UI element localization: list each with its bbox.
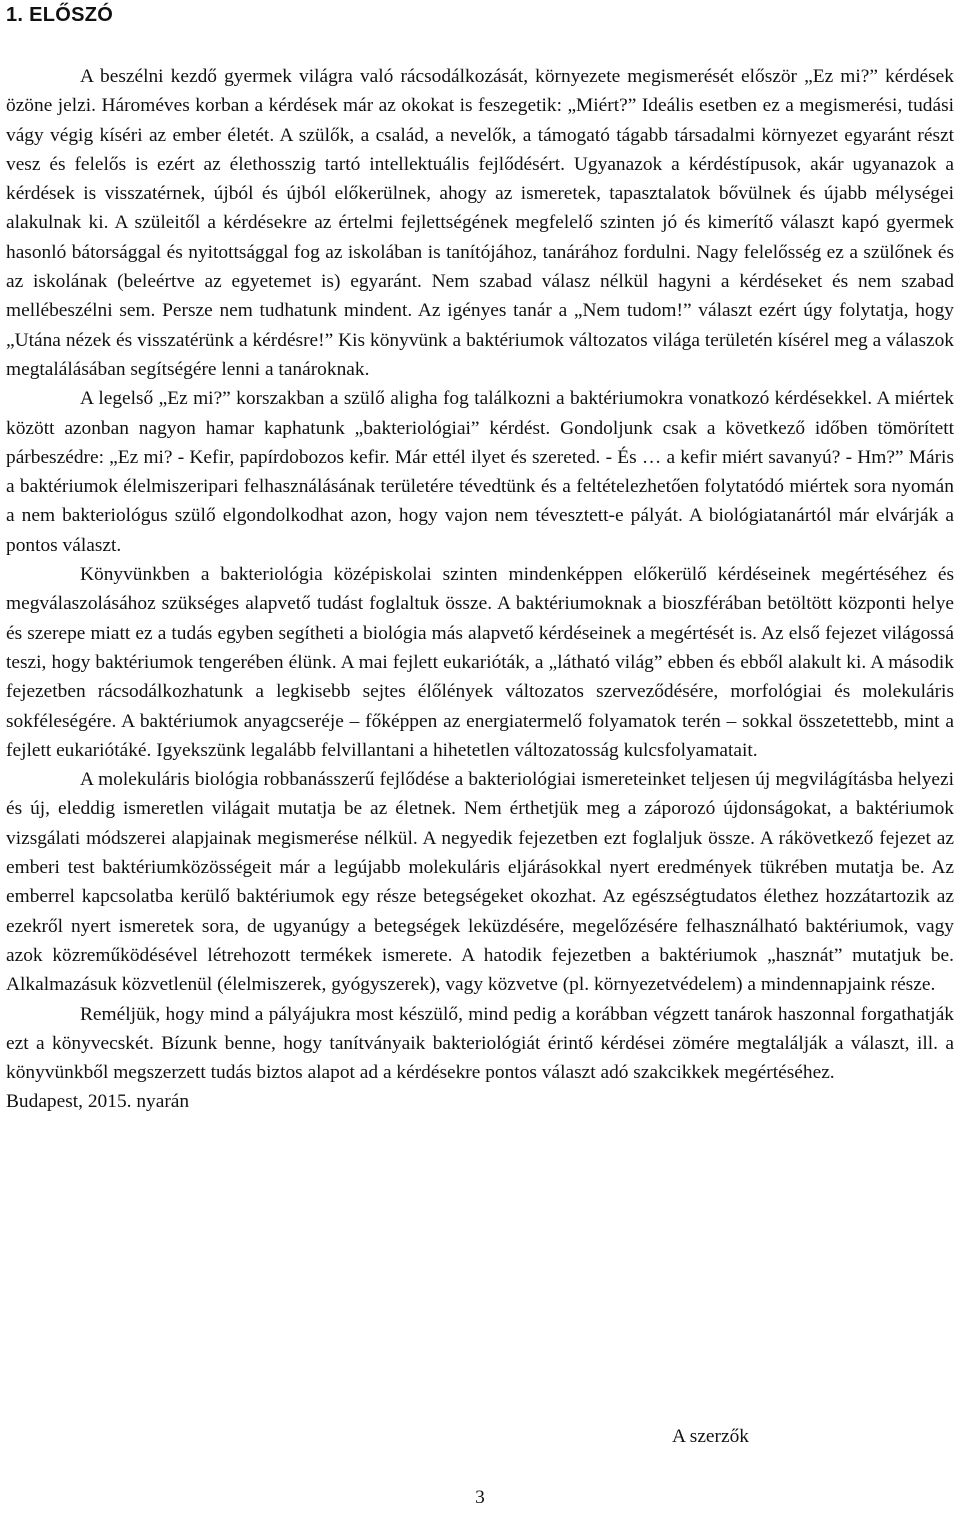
chapter-heading: 1. ELŐSZÓ [6, 4, 114, 26]
page-number: 3 [475, 1487, 485, 1508]
signature: A szerzők [672, 1426, 749, 1447]
paragraph-1: A beszélni kezdő gyermek világra való rácsodálkozását, környezete megismerését először „Ez mi?” kérdések özöne jelzi. Hároméves korban a kérdések már az okokat is feszegetik: „Miért?” Ideális esetben ez a megismerési, tudási vágy végig kíséri az ember életét. A szülők, a család, a nevelők, a támogató tágabb társadalmi környezet egyaránt részt vesz és felelős is ezért az élethosszig tartó intellektuális fejlődésért. Ugyanazok a kérdéstípusok, akár ugyanazok a kérdések is visszatérnek, újból és újból előkerülnek, ahogy az ismeretek, tapasztalatok bővülnek és újabb mélységei alakulnak ki. A szüleitől a kérdésekre az értelmi fejlettségének megfelelő szinten jó és kimerítő választ kapó gyermek hasonló bátorsággal és nyitottsággal fog az iskolában is tanítójához, tanárához fordulni. Nagy felelősség ez a szülőnek és az iskolának (beleértve az egyetemet is) egyaránt. Nem szabad válasz nélkül hagyni a kérdéseket és nem szabad mellébeszélni sem. Persze nem tudhatunk mindent. Az igényes tanár a „Nem tudom!” választ ezért úgy folytatja, hogy „Utána nézek és visszatérünk a kérdésre!” Kis könyvünk a baktériumok változatos világa területén kísérel meg a válaszok megtalálásában segítségére lenni a tanároknak. [6, 66, 954, 380]
place-date: Budapest, 2015. nyarán [6, 1091, 190, 1113]
paragraph-4: A molekuláris biológia robbanásszerű fejlődése a bakteriológiai ismereteinket teljesen új megvilágításba helyezi és új, eleddig ismeretlen világait mutatja be az életnek. Nem érthetjük meg a záporozó újdonságokat, a baktériumok vizsgálati módszerei alapjainak megismerése nélkül. A negyedik fejezetben ezt foglaljuk össze. A rákövetkező fejezet az emberi test baktériumközösségeit már a legújabb molekuláris eljárásokkal nyert eredmények tükrében mutatja be. Az emberrel kapcsolatba kerülő baktériumok egy része betegségeket okozhat. Az egészségtudatos élethez hozzátartozik az ezekről nyert ismeretek sora, de ugyanúgy a betegségek leküzdésére, megelőzésére felhasználható baktériumok, vagy azok közreműködésével létrehozott termékek ismerete. A hatodik fejezetben a baktériumok „hasznát” mutatjuk be. Alkalmazásuk közvetlenül (élelmiszerek, gyógyszerek), vagy közvetve (pl. környezetvédelem) a mindennapjaink része. [6, 769, 954, 996]
paragraph-2: A legelső „Ez mi?” korszakban a szülő aligha fog találkozni a baktériumokra vonatkozó kérdésekkel. A miértek között azonban nagyon hamar kaphatunk „bakteriológiai” kérdést. Gondoljunk csak a következő időben tömörített párbeszédre: „Ez mi? - Kefir, papírdobozos kefir. Már ettél ilyet és szereted. - És … a kefir miért savanyú? - Hm?” Máris a baktériumok élelmiszeripari felhasználásának területére tévedtünk és a feltételezhetően folytatódó miértek sora nyomán a nem bakteriológus szülő elgondolkodhat azon, hogy vajon nem tévesztett-e pályát. A biológiatanártól már elvárják a pontos választ. [6, 388, 954, 556]
paragraph-3: Könyvünkben a bakteriológia középiskolai szinten mindenképpen előkerülő kérdéseinek megértéséhez és megválaszolásához szükséges alapvető tudást foglaltuk össze. A baktériumoknak a bioszférában betöltött központi helye és szerepe miatt ez a tudás egyben segítheti a biológia más alapvető kérdéseinek a megértését is. Az első fejezet világossá teszi, hogy baktériumok tengerében élünk. A mai fejlett eukarióták, a „látható világ” ebben és ebből alakult ki. A második fejezetben rácsodálkozhatunk a legkisebb sejtes élőlények változatos szerveződésére, morfológiai és molekuláris sokféleségére. A baktériumok anyagcseréje – főképpen az energiatermelő folyamatok terén – sokkal összetettebb, mint a fejlett eukariótáké. Igyekszünk legalább felvillantani a hihetetlen változatosság kulcsfolyamatait. [6, 564, 954, 761]
paragraph-5: Reméljük, hogy mind a pályájukra most készülő, mind pedig a korábban végzett tanárok haszonnal forgathatják ezt a könyvecskét. Bízunk benne, hogy tanítványaik bakteriológiát érintő kérdései zömére megtalálják a választ, ill. a könyvünkből megszerzett tudás biztos alapot ad a kérdésekre pontos választ adó szakcikkek megértéséhez. [6, 1003, 954, 1084]
preface-body [6, 62, 954, 1117]
